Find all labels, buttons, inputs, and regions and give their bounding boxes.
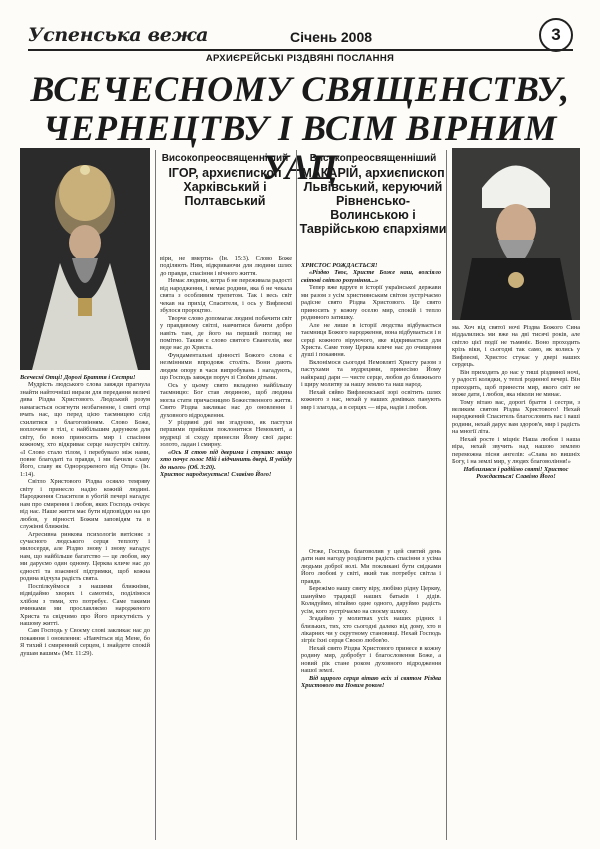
portrait-photo-right	[452, 148, 580, 320]
paragraph: Тому вітаю вас, дорогі браття і сестри, з великим святом Різдва Христового! Нехай народжений Спаситель благословить вас і ваші родини, нехай дарує вам здоров'я, мир і радість на многії літа.	[452, 398, 580, 436]
author-left	[160, 152, 290, 208]
author-right-name: МАКАРІЙ, архиєпископ Львівський, керуючий Рівненсько-Волинською і Таврійською єпархіями	[299, 166, 447, 236]
paragraph: Сам Господь у Своєму слові закликає нас до покаяння і оновлення: «Навчіться від Мене, бо Я тихий і смиренний серцем, і знайдете спокій душам вашим» (Мт. 11:29).	[20, 627, 150, 657]
author-right	[298, 152, 448, 236]
masthead	[28, 22, 573, 50]
paragraph: ма. Хоч від святої ночі Різдва Божого Сина віддалились ми вже на дві тисячі років, але світло цієї події не тьмяніє. Воно проходить крізь віки, і сьогодні так само, як колись у Вифлеємі, Христос стукає у двері наших сердець.	[452, 324, 580, 369]
author-left-name: ІГОР, архиєпископ Харківський і Полтавський	[168, 166, 282, 208]
page-number: 3	[539, 18, 573, 52]
paragraph: Вклонімося сьогодні Немовляті Христу разом з пастухами та мудрецями, принесімо Йому найкращі дари — чисте серце, любов до ближнього і щиру молитву за нашу землю та наш народ.	[301, 358, 441, 389]
paragraph: віри, не вмерти» (Ін. 15:3). Слово Боже поділяють Ним, відкриваючи для людини шлях до правди, спасіння і вічного життя.	[160, 255, 292, 277]
column-2	[160, 255, 292, 839]
paragraph: Тепер вже вдруге в історії української держави ми разом з усім християнським світом зустрічаємо радісне свято Різдва Христового. Це свято приносить у кожну оселю мир, спокій і тепло родинного затишку.	[301, 284, 441, 322]
paragraph: Бережімо нашу святу віру, любімо рідну Церкву, шануймо традиції наших батьків і дідів. Колядуймо, вітаймо одне одного, даруймо радість усім, кого зустрічаємо на своєму шляху.	[301, 585, 441, 615]
paragraph: Всечесні Отці! Дорогі Браття і Сестри!	[20, 374, 136, 381]
author-left-rank: Високопреосвященніший	[161, 153, 289, 164]
column-rule	[296, 150, 297, 840]
paragraph: Отже, Господь благоволив у цей святий день дати нам нагоду розділити радість спасіння з усіма людьми доброї волі. Ми покликані бути свідками Його любові у світі, який так потребує світла і правди.	[301, 548, 441, 585]
paragraph: «Ось Я стою під дверима і стукаю: якщо хто почує голос Мій і відчинить двері, Я увійду до нього» (Об. 3:20).	[160, 448, 292, 471]
column-5	[452, 324, 580, 839]
issue-date: Січень 2008	[290, 29, 373, 45]
paragraph: Фундаментальні цінності Божого слова є незмінними впродовж століть. Вони дають людям опору в часи випробувань і нагадують, що Господь завжди поруч зі Своїми дітьми.	[160, 351, 292, 382]
paragraph: Світло Христового Різдва осяяло темряву світу і принесло надію кожній людині. Народження Спасителя в убогій печері нагадує нам про смирення і любов, яких Господь очікує від нас. Наше життя має бути відповіддю на цю любов, у вірності Божим заповідям та в служінні ближнім.	[20, 478, 150, 531]
paragraph: Агресивна ринкова психологія витісняє з сучасного людського серця теплоту і милосердя, але Різдво знову і знову нагадує нам, що найбільше багатство — це любов, яку ми даруємо один одному. Церква кличе нас до єдності та взаємної підтримки, щоб кожна родина відчула радість свята.	[20, 530, 150, 583]
closing-greeting: Наблизився і радіймо святі! Христос Рождається! Славімо Його!	[463, 465, 569, 481]
paragraph: ХРИСТОС РОЖДАЄТЬСЯ!	[301, 262, 378, 269]
masthead-rule	[28, 49, 573, 51]
paragraph: Він приходить до нас у тиші різдвяної ночі, у радості колядки, у теплі родинної вечері. Він приходить, щоб принести мир, якого світ не може дати, і любов, яка ніколи не минає.	[452, 368, 580, 399]
column-rule	[446, 150, 447, 840]
section-rubric: АРХИЄРЕЙСЬКІ РІЗДВЯНІ ПОСЛАННЯ	[205, 53, 395, 64]
paragraph: Поспілкуймося з нашими ближніми, відвідаймо хворих і самотніх, поділімося хлібом з тими, хто потребує. Саме такими вчинками ми прославляємо народженого Христа та свідчимо про Його присутність у нашому житті.	[20, 582, 150, 627]
author-right-rank: Високопреосвященніший	[309, 153, 437, 164]
paragraph: Нехай свято Різдва Христового принесе в кожну родину мир, добробут і благословення Боже, а новий рік стане роком духовного відродження нашої землі.	[301, 644, 441, 675]
column-3	[301, 262, 441, 542]
paragraph: Але не лише в історії людства відбувається таємниця Божого народження, вона відбувається і в серці кожного віруючого, яке відкривається для Христа. Саме тому Церква кличе нас до очищення душі і покаяння.	[301, 321, 441, 359]
column-4	[301, 548, 441, 839]
closing-greeting: Христос народжується! Славімо Його!	[160, 471, 272, 479]
paragraph: Згадаймо у молитвах усіх наших рідних і близьких, тих, хто сьогодні далеко від дому, хто в лікарнях чи у скрутному становищі. Нехай Господь зігріє їхні серця Своєю любов'ю.	[301, 615, 441, 645]
newspaper-brand: Успенська вежа	[28, 24, 209, 46]
headline-line-2: ЧЕРНЕЦТВУ І ВСІМ ВІРНИМ УАЦ	[43, 108, 557, 187]
headline-line-1: ВСЕЧЕСНОМУ СВЯЩЕНСТВУ,	[30, 69, 570, 109]
paragraph: Нехай росте і міцніє Наша любов і наша віра, нехай звучить над нашою землею переможна пісня ангелів: «Слава во вишніх Богу, і на землі мир, у людях благовоління!»	[452, 435, 580, 466]
paragraph: Ось у цьому свято вкладено найбільшу таємницю: Бог став людиною, щоб людина могла стати причасницею Божественного життя. Свято Різдва закликає нас до оновлення і духовного відродження.	[160, 381, 292, 419]
column-1	[20, 374, 150, 839]
paragraph: У різдвяні дні ми згадуємо, як пастухи першими прийшли поклонитися Немовляті, а мудреці зі сходу принесли Йому свої дари: золото, ладан і смирну.	[160, 418, 292, 449]
paragraph: Немає людини, котра б не переживала радості від народження, і немає родини, яка б не чекала свята з особливим трепетом. Так і весь світ чекав на прихід Спасителя, і ось у Вифлеємі збулося пророцтво.	[160, 277, 292, 315]
paragraph: Творче слово допомагає людині побачити світ у правдивому світлі, навчитися бачити добро навіть там, де його на перший погляд не помітно. Таким є слово святого Євангелія, яке веде нас до Христа.	[160, 314, 292, 352]
portrait-photo-left	[20, 148, 150, 370]
column-rule	[155, 150, 156, 840]
paragraph: Нехай сяйво Вифлеємської зорі освітить шлях кожного з нас, нехай у наших домівках панують мир і злагода, а в серцях — віра, надія і любов.	[301, 388, 441, 411]
paragraph: Від щирого серця вітаю всіх зі святом Різдва Христового та Новим роком!	[301, 674, 441, 690]
paragraph: Мудрість людського слова завжди прагнула знайти найточніші вирази для передання величі дива Різдва Христового. Людський розум намагається осягнути незбагненне, і святі отці вчать нас, що перед цією таємницею слід схилитися з благоговінням. Слово Боже, воплочене в тілі, є найбільшим дарунком для світу, бо воно приносить мир і спасіння кожному, хто відкриває серце назустріч світлу. «І Слово стало тілом, і перебувало між нами, повне благодаті та правди, і ми бачили славу Його, славу як Однородженого від Отця» (Ін. 1:14).	[20, 381, 150, 478]
paragraph: «Різдво Твоє, Христе Боже наш, возсіяло світові світло розуміння...»	[301, 269, 441, 284]
